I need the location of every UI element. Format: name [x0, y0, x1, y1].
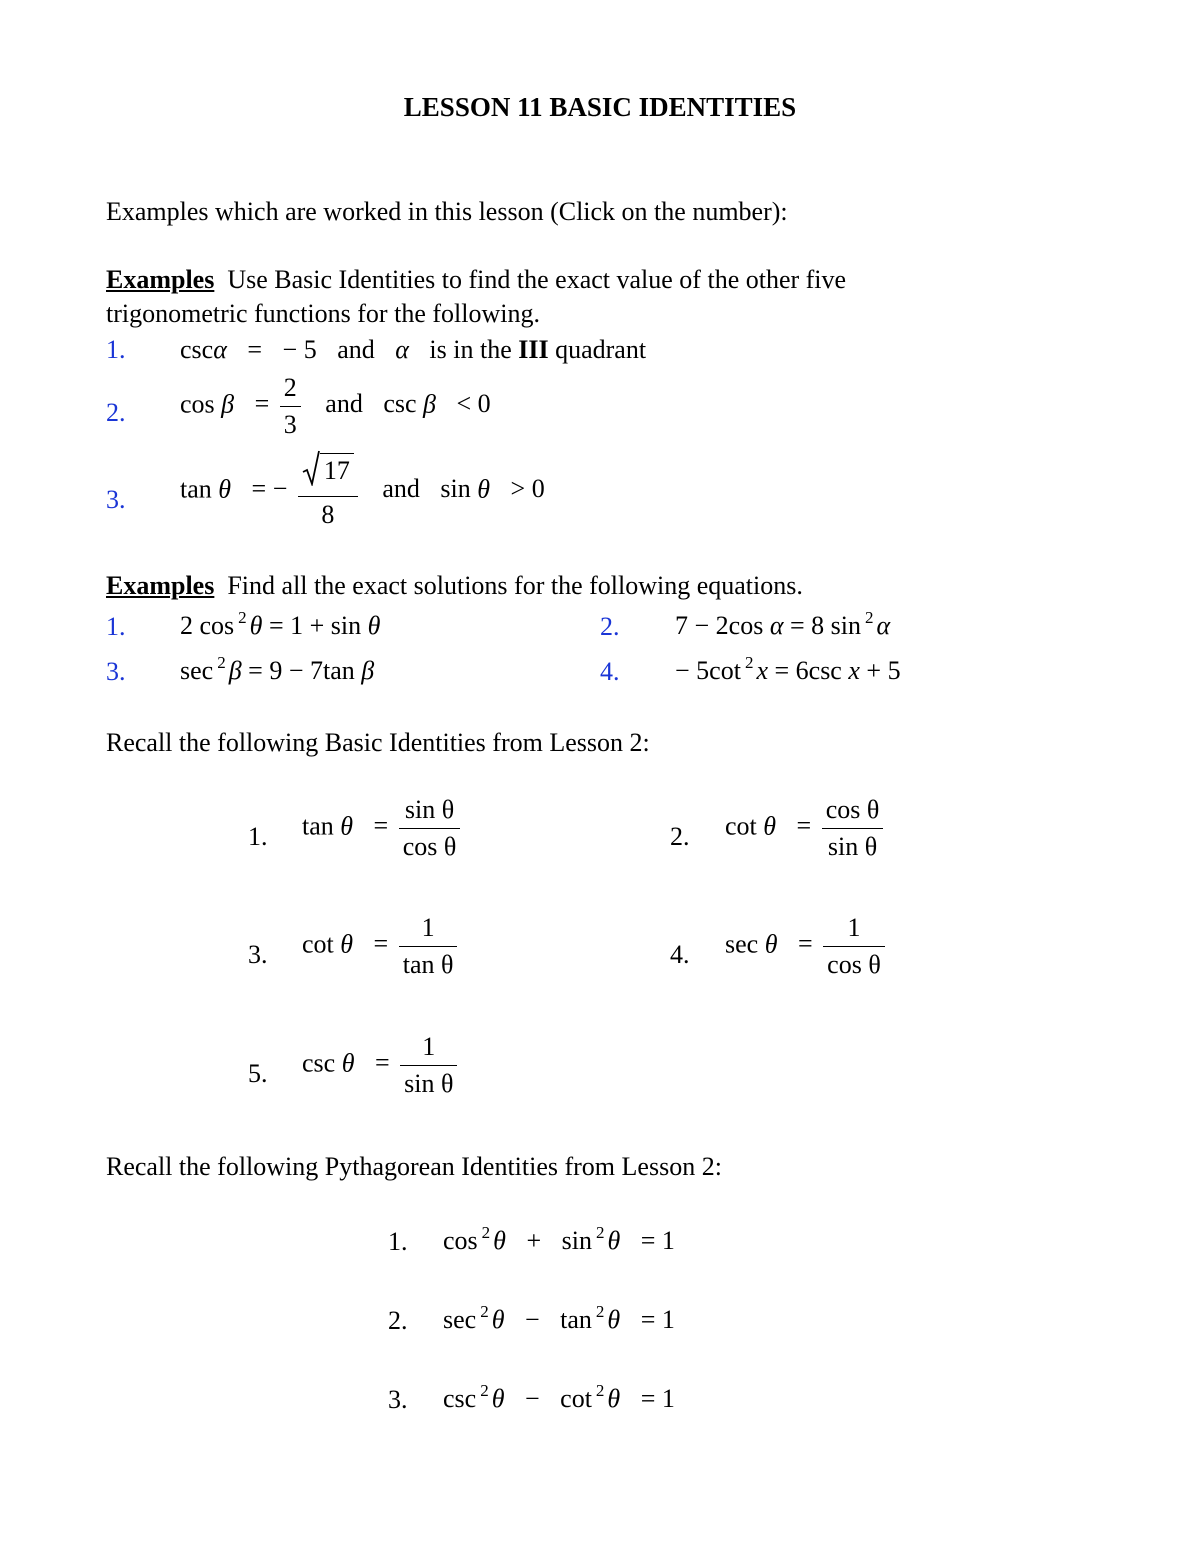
equation2-link[interactable]: 2.	[600, 612, 620, 641]
section2-heading: Examples	[106, 571, 215, 600]
example2-link[interactable]: 2.	[106, 398, 126, 427]
pythagorean-identity-3: csc $^2$ θ − cot $^2$ θ = 1	[443, 1381, 675, 1413]
basic-identity-4: sec θ = $\frac{1}{\text{cos θ}}$	[725, 910, 889, 983]
basic-identity-number: 5.	[248, 1059, 268, 1088]
basic-identity-number: 3.	[248, 940, 268, 969]
example3-link[interactable]: 3.	[106, 485, 126, 514]
section2-text: Examples Find all the exact solutions for the following equations.	[106, 571, 803, 600]
example2-equation: cos β = $\frac{2}{3}$ and csc β < 0	[180, 370, 491, 443]
basic-identity-2: cot θ = $\frac{\text{cos θ}}{\text{sin θ}}$	[725, 792, 887, 865]
basic-identity-number: 4.	[670, 940, 690, 969]
basic-identity-number: 1.	[248, 822, 268, 851]
basic-identity-3: cot θ = $\frac{1}{\text{tan θ}}$	[302, 910, 461, 983]
equation3: sec $^2$ β = 9 − 7tan β	[180, 653, 375, 685]
basic-identity-5: csc θ = $\frac{1}{\text{sin θ}}$	[302, 1029, 461, 1102]
pythagorean-identity-2: sec $^2$ θ − tan $^2$ θ = 1	[443, 1302, 675, 1334]
section1-text-line1: Use Basic Identities to find the exact value of the other five	[227, 265, 847, 294]
basic-identity-1: tan θ = $\frac{\text{sin θ}}{\text{cos θ}}$	[302, 792, 464, 865]
section1-heading: Examples	[106, 265, 215, 294]
example3-equation: tan θ = − $\frac{17}{8}$ and sin θ > 0	[180, 450, 545, 533]
equation1-link[interactable]: 1.	[106, 612, 126, 641]
equation4-link[interactable]: 4.	[600, 657, 620, 686]
example1-link[interactable]: 1.	[106, 335, 126, 364]
equation1: 2 cos $^2$ θ = 1 + sin θ	[180, 608, 381, 640]
pythagorean-identity-1: cos $^2$ θ + sin $^2$ θ = 1	[443, 1223, 675, 1255]
example1-equation: cscα = − 5 and α is in the III quadrant	[180, 335, 647, 364]
basic-identity-number: 2.	[670, 822, 690, 851]
fraction: $\frac{17}{8}$	[298, 450, 358, 533]
pythagorean-identity-number: 3.	[388, 1385, 408, 1414]
equation4: − 5cot $^2$ x = 6csc x + 5	[675, 653, 901, 685]
section1-text-line2: trigonometric functions for the following.	[106, 299, 540, 328]
page-title: LESSON 11 BASIC IDENTITIES	[403, 92, 797, 122]
pythagorean-identities-intro: Recall the following Pythagorean Identities from Lesson 2:	[106, 1152, 722, 1181]
pythagorean-identity-number: 1.	[388, 1227, 408, 1256]
section1-text	[106, 263, 846, 297]
equation3-link[interactable]: 3.	[106, 657, 126, 686]
equation2: 7 − 2cos α = 8 sin $^2$ α	[675, 608, 891, 640]
pythagorean-identity-number: 2.	[388, 1306, 408, 1335]
intro-text: Examples which are worked in this lesson (Click on the number):	[106, 197, 788, 226]
basic-identities-intro: Recall the following Basic Identities from Lesson 2:	[106, 728, 650, 757]
square-root-symbol: 17	[302, 450, 354, 486]
fraction: $\frac{2}{3}$	[280, 370, 301, 443]
